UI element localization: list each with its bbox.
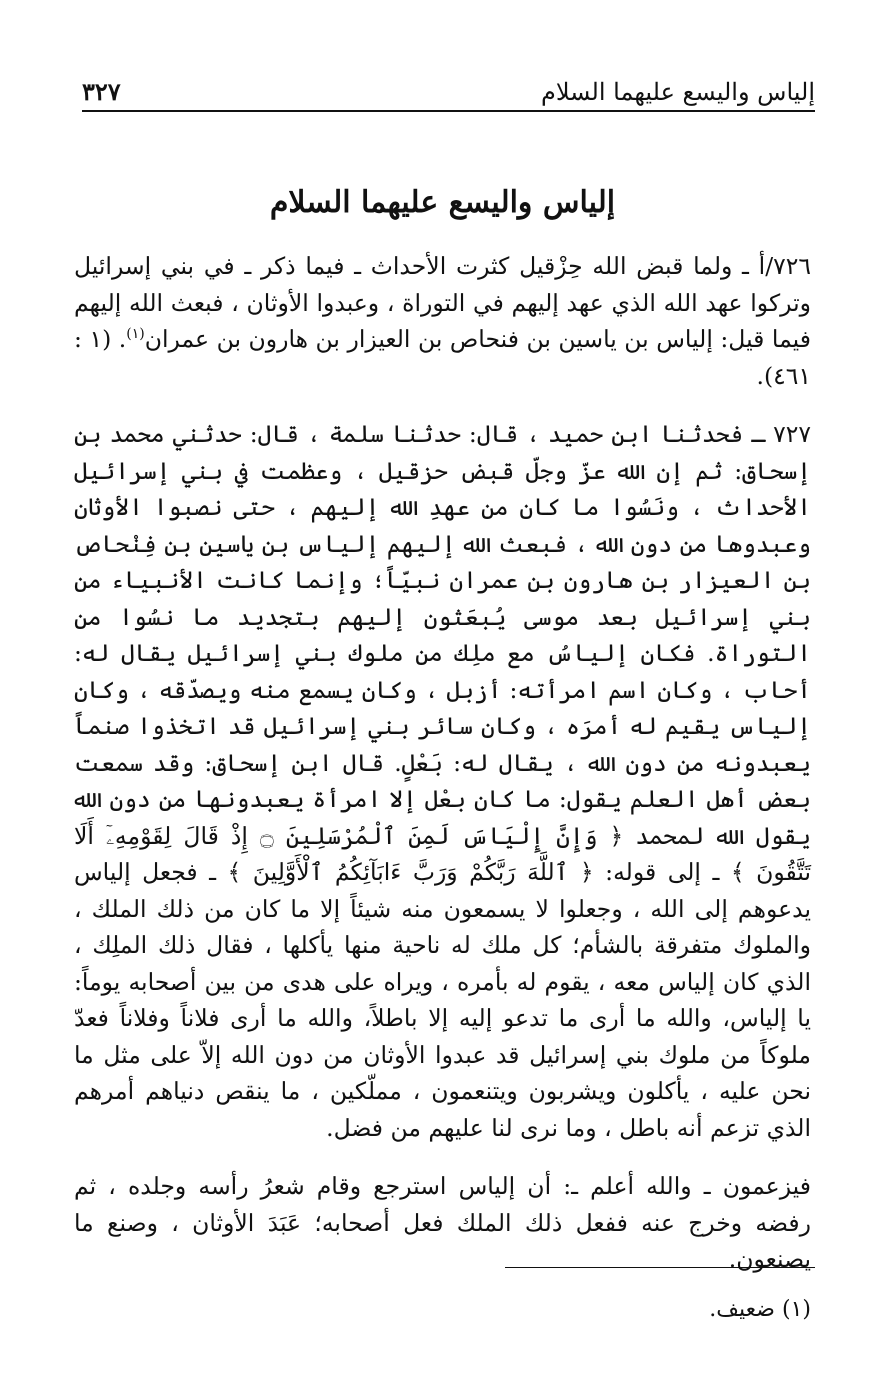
running-header-title: إلياس واليسع عليهما السلام	[540, 78, 815, 106]
chapter-title: إلياس واليسع عليهما السلام	[269, 185, 616, 220]
footnote-marker: (١)	[781, 1297, 811, 1322]
footnote	[709, 1295, 811, 1325]
paragraph-gap	[74, 394, 811, 416]
paragraph-726-source-ref: (١ : ٤٦١).	[74, 325, 811, 390]
paragraph-727-continued: فيزعمون ـ والله أعلم ـ: أن إلياس استرجع وقام شعرُ رأسه وجلده ، ثم رفضه وخرج عنه ففعل ذلك الملك فعل أصحابه؛ عَبَدَ الأوثان ، وصنع ما يصنعون.	[74, 1172, 811, 1273]
body-text	[74, 248, 811, 1278]
running-header	[82, 74, 815, 112]
footnote-text: ضعيف.	[709, 1297, 775, 1322]
paragraph-726-tail: .	[118, 325, 127, 353]
paragraph-726	[74, 248, 811, 394]
page-number: ٣٢٧	[82, 77, 121, 106]
paragraph-727: ٧٢٧ ـ فحدثنا ابن حميد ، قال: حدثنا سلمة ، قال: حدثني محمد بن إسحاق: ثم إن الله عزّ وجلّ قبض حزقيل ، وعظمت في بني إسرائيل الأحداث ، ونَسُوا ما كان من عهدِ الله إليهم ، حتى نصبوا الأوثان وعبدوها من دون الله ، فبعث الله إليهم إلياس بن ياسين بن فِنْحاص بن العيزار بن هارون بن عمران نبيّاً؛ وإنما كانت الأنبياء من بني إسرائيل بعد موسى يُبعَثون إليهم بتجديد ما نسُوا من التوراة. فكان إلياسُ مع ملِك من ملوك بني إسرائيل يقال له: أحاب ، وكان اسم امرأته: أزبل ، وكان يسمع منه ويصدّقه ، وكان إلياس يقيم له أمرَه ، وكان سائر بني إسرائيل قد اتخذوا صنماً يعبدونه من دون الله ، يقال له: بَعْلٍ. قال ابن إسحاق: وقد سمعت بعض أهل العلم يقول: ما كان بعْل إلا امرأة يعبدونها من دون الله يقول الله لمحمد ﴿ وَإِنَّ إِلْيَاسَ لَمِنَ ٱلْمُرْسَلِينَ ۝ إِذْ قَالَ لِقَوْمِهِۦٓ أَلَا تَتَّقُونَ ﴾ ـ إلى قوله: ﴿ ٱللَّهَ رَبَّكُمْ وَرَبَّ ءَابَآئِكُمُ ٱلْأَوَّلِينَ ﴾ ـ فجعل إلياس يدعوهم إلى الله ، وجعلوا لا يسمعون منه شيئاً إلا ما كان من ذلك الملك ، والملوك متفرقة بالشأم؛ كل ملك له ناحية منها يأكلها ، فقال ذلك الملِك ، الذي كان إلياس معه ، يقوم له بأمره ، ويراه على هدى من بين أصحابه يوماً: يا إلياس، والله ما أرى ما تدعو إليه إلا باطلاً، والله ما أرى فلاناً وفلاناً فعدّ ملوكاً من ملوك بني إسرائيل قد عبدوا الأوثان من دون الله إلاّ على مثل ما نحن عليه ، يأكلون ويشربون ويتنعمون ، مملّكين ، ما ينقص دنياهم أمرهم الذي تزعم أنه باطل ، وما نرى لنا عليهم من فضل.	[74, 420, 811, 1142]
paragraph-gap	[74, 1146, 811, 1168]
footnote-reference: (١)	[126, 326, 145, 343]
paragraph-726-text: ٧٢٦/أ ـ ولما قبض الله حِزْقيل كثرت الأحداث ـ فيما ذكر ـ في بني إسرائيل وتركوا عهد الله الذي عهد إليهم في التوراة ، وعبدوا الأوثان ، فبعث الله إليهم فيما قيل: إلياس بن ياسين بن فنحاص بن العيزار بن هارون بن عمران	[74, 252, 811, 353]
footnote-divider	[505, 1267, 815, 1268]
